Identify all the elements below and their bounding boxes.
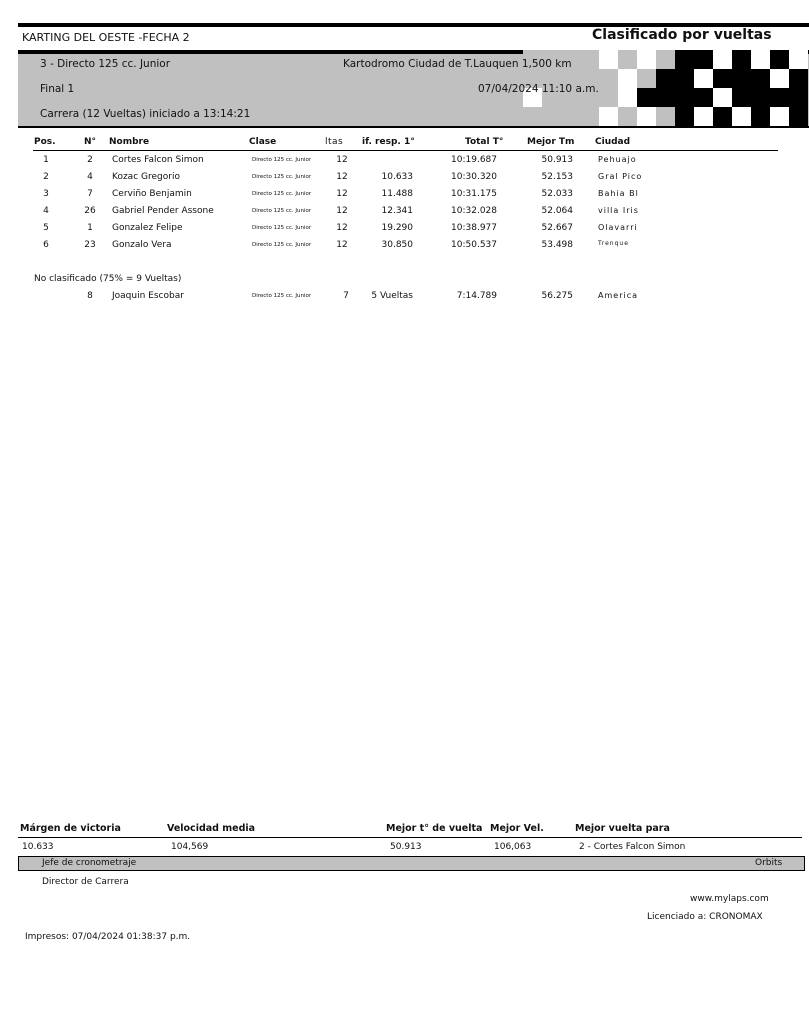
row-total: 10:32.028 <box>451 206 497 216</box>
flag-cell <box>751 88 770 107</box>
col-gap: if. resp. 1° <box>362 137 415 147</box>
row-city: Gral Pico <box>598 172 643 181</box>
row-best: 52.153 <box>541 172 573 182</box>
row-city: Pehuajo <box>598 155 637 164</box>
flag-cell <box>694 107 713 126</box>
row-total: 10:31.175 <box>451 189 497 199</box>
col-best: Mejor Tm <box>527 137 575 147</box>
flag-cell <box>713 88 732 107</box>
header-bottom-rule <box>18 126 809 128</box>
row-number: 8 <box>87 291 93 301</box>
row-total: 7:14.789 <box>456 291 497 301</box>
row-gap: 10.633 <box>381 172 413 182</box>
avg-speed-value: 104,569 <box>171 842 209 852</box>
flag-cell <box>656 50 675 69</box>
row-number: 7 <box>87 189 93 199</box>
row-pos: 1 <box>43 155 49 165</box>
row-city: Olavarri <box>598 223 638 232</box>
flag-cell <box>675 69 694 88</box>
flag-cell <box>599 69 618 88</box>
row-best: 52.033 <box>541 189 573 199</box>
row-name: Gonzalo Vera <box>112 240 172 250</box>
flag-cell <box>732 88 751 107</box>
row-pos: 2 <box>43 172 49 182</box>
row-city: America <box>598 291 638 300</box>
row-class: Directo 125 cc. Junior <box>252 191 312 197</box>
orbits-label: Orbits <box>755 858 783 868</box>
best-lap-label: Mejor t° de vuelta <box>386 823 483 834</box>
flag-cell <box>599 88 618 107</box>
row-class: Directo 125 cc. Junior <box>252 157 312 163</box>
row-class: Directo 125 cc. Junior <box>252 225 312 231</box>
chief-timing-label: Jefe de cronometraje <box>42 858 137 868</box>
col-number: N° <box>84 137 97 147</box>
flag-cell <box>637 69 656 88</box>
footer-rule <box>18 837 802 838</box>
row-laps: 12 <box>336 155 348 165</box>
flag-cell <box>694 69 713 88</box>
flag-cell <box>637 88 656 107</box>
row-number: 1 <box>87 223 93 233</box>
flag-cell <box>694 88 713 107</box>
row-name: Cerviño Benjamin <box>112 189 192 199</box>
row-laps: 12 <box>336 172 348 182</box>
track-label: Kartodromo Ciudad de T.Lauquen 1,500 km <box>343 58 572 70</box>
best-lap-for-label: Mejor vuelta para <box>575 823 670 834</box>
columns-rule <box>33 150 778 151</box>
best-lap-value: 50.913 <box>390 842 422 852</box>
row-city: Bahia Bl <box>598 189 639 198</box>
flag-cell <box>618 107 637 126</box>
flag-cell <box>618 88 637 107</box>
flag-cell <box>656 107 675 126</box>
flag-cell <box>751 69 770 88</box>
row-name: Gabriel Pender Assone <box>112 206 214 216</box>
row-class: Directo 125 cc. Junior <box>252 208 312 214</box>
row-laps: 12 <box>336 206 348 216</box>
row-total: 10:30.320 <box>451 172 497 182</box>
flag-cell <box>599 107 618 126</box>
flag-cell <box>694 50 713 69</box>
row-gap: 12.341 <box>381 206 413 216</box>
printed-label: Impresos: 07/04/2024 01:38:37 p.m. <box>25 932 191 942</box>
col-total: Total T° <box>465 137 504 147</box>
col-class: Clase <box>249 137 277 147</box>
flag-cell <box>713 50 732 69</box>
flag-cell <box>789 88 808 107</box>
flag-cell <box>542 107 561 126</box>
flag-cell <box>789 50 808 69</box>
flag-cell <box>637 50 656 69</box>
row-best: 56.275 <box>541 291 573 301</box>
row-gap: 19.290 <box>381 223 413 233</box>
row-best: 52.064 <box>541 206 573 216</box>
flag-cell <box>523 107 542 126</box>
race-director-label: Director de Carrera <box>42 877 129 887</box>
flag-cell <box>656 69 675 88</box>
flag-cell <box>732 69 751 88</box>
col-laps: ltas <box>325 137 344 147</box>
row-class: Directo 125 cc. Junior <box>252 293 312 299</box>
best-lap-for-value: 2 - Cortes Falcon Simon <box>579 842 686 852</box>
flag-cell <box>770 69 789 88</box>
margin-value: 10.633 <box>22 842 54 852</box>
avg-speed-label: Velocidad media <box>167 823 256 834</box>
row-pos: 6 <box>43 240 49 250</box>
row-city: villa Iris <box>598 206 639 215</box>
flag-cell <box>637 107 656 126</box>
flag-cell <box>618 50 637 69</box>
row-number: 4 <box>87 172 93 182</box>
category-label: 3 - Directo 125 cc. Junior <box>40 58 171 70</box>
row-best: 52.667 <box>541 223 573 233</box>
row-total: 10:50.537 <box>451 240 497 250</box>
session-label: Final 1 <box>40 83 75 95</box>
col-city: Ciudad <box>595 137 631 147</box>
row-pos: 3 <box>43 189 49 199</box>
best-speed-value: 106,063 <box>494 842 532 852</box>
website-label: www.mylaps.com <box>690 894 769 904</box>
row-pos: 4 <box>43 206 49 216</box>
row-city: Trenque <box>598 240 629 247</box>
row-class: Directo 125 cc. Junior <box>252 242 312 248</box>
flag-cell <box>789 107 808 126</box>
flag-cell <box>656 88 675 107</box>
flag-cell <box>713 107 732 126</box>
licensed-label: Licenciado a: CRONOMAX <box>647 912 763 922</box>
row-total: 10:38.977 <box>451 223 497 233</box>
flag-cell <box>770 107 789 126</box>
flag-cell <box>561 107 580 126</box>
row-number: 23 <box>84 240 96 250</box>
flag-cell <box>675 88 694 107</box>
row-name: Cortes Falcon Simon <box>112 155 204 165</box>
row-number: 26 <box>84 206 96 216</box>
row-best: 53.498 <box>541 240 573 250</box>
flag-cell <box>770 88 789 107</box>
flag-cell <box>770 50 789 69</box>
row-total: 10:19.687 <box>451 155 497 165</box>
flag-cell <box>732 107 751 126</box>
flag-cell <box>789 69 808 88</box>
row-gap: 5 Vueltas <box>371 291 413 301</box>
report-title: Clasificado por vueltas <box>592 27 772 43</box>
flag-cell <box>580 107 599 126</box>
row-name: Gonzalez Felipe <box>112 223 183 233</box>
flag-cell <box>751 50 770 69</box>
flag-cell <box>713 69 732 88</box>
row-class: Directo 125 cc. Junior <box>252 174 312 180</box>
session-datetime: 07/04/2024 11:10 a.m. <box>478 83 599 95</box>
row-number: 2 <box>87 155 93 165</box>
flag-cell <box>599 50 618 69</box>
not-classified-label: No clasificado (75% = 9 Vueltas) <box>34 274 182 284</box>
col-name: Nombre <box>109 137 150 147</box>
flag-cell <box>732 50 751 69</box>
row-best: 50.913 <box>541 155 573 165</box>
row-gap: 30.850 <box>381 240 413 250</box>
event-title: KARTING DEL OESTE -FECHA 2 <box>22 31 190 44</box>
row-name: Kozac Gregorio <box>112 172 180 182</box>
row-laps: 7 <box>343 291 349 301</box>
flag-cell <box>618 69 637 88</box>
flag-cell <box>675 107 694 126</box>
row-laps: 12 <box>336 223 348 233</box>
row-pos: 5 <box>43 223 49 233</box>
row-gap: 11.488 <box>381 189 413 199</box>
race-info: Carrera (12 Vueltas) iniciado a 13:14:21 <box>40 108 251 120</box>
col-pos: Pos. <box>34 137 56 147</box>
flag-cell <box>751 107 770 126</box>
flag-cell <box>580 50 599 69</box>
margin-label: Márgen de victoria <box>20 823 121 834</box>
row-name: Joaquin Escobar <box>112 291 184 301</box>
row-laps: 12 <box>336 240 348 250</box>
row-laps: 12 <box>336 189 348 199</box>
flag-cell <box>675 50 694 69</box>
best-speed-label: Mejor Vel. <box>490 823 544 834</box>
